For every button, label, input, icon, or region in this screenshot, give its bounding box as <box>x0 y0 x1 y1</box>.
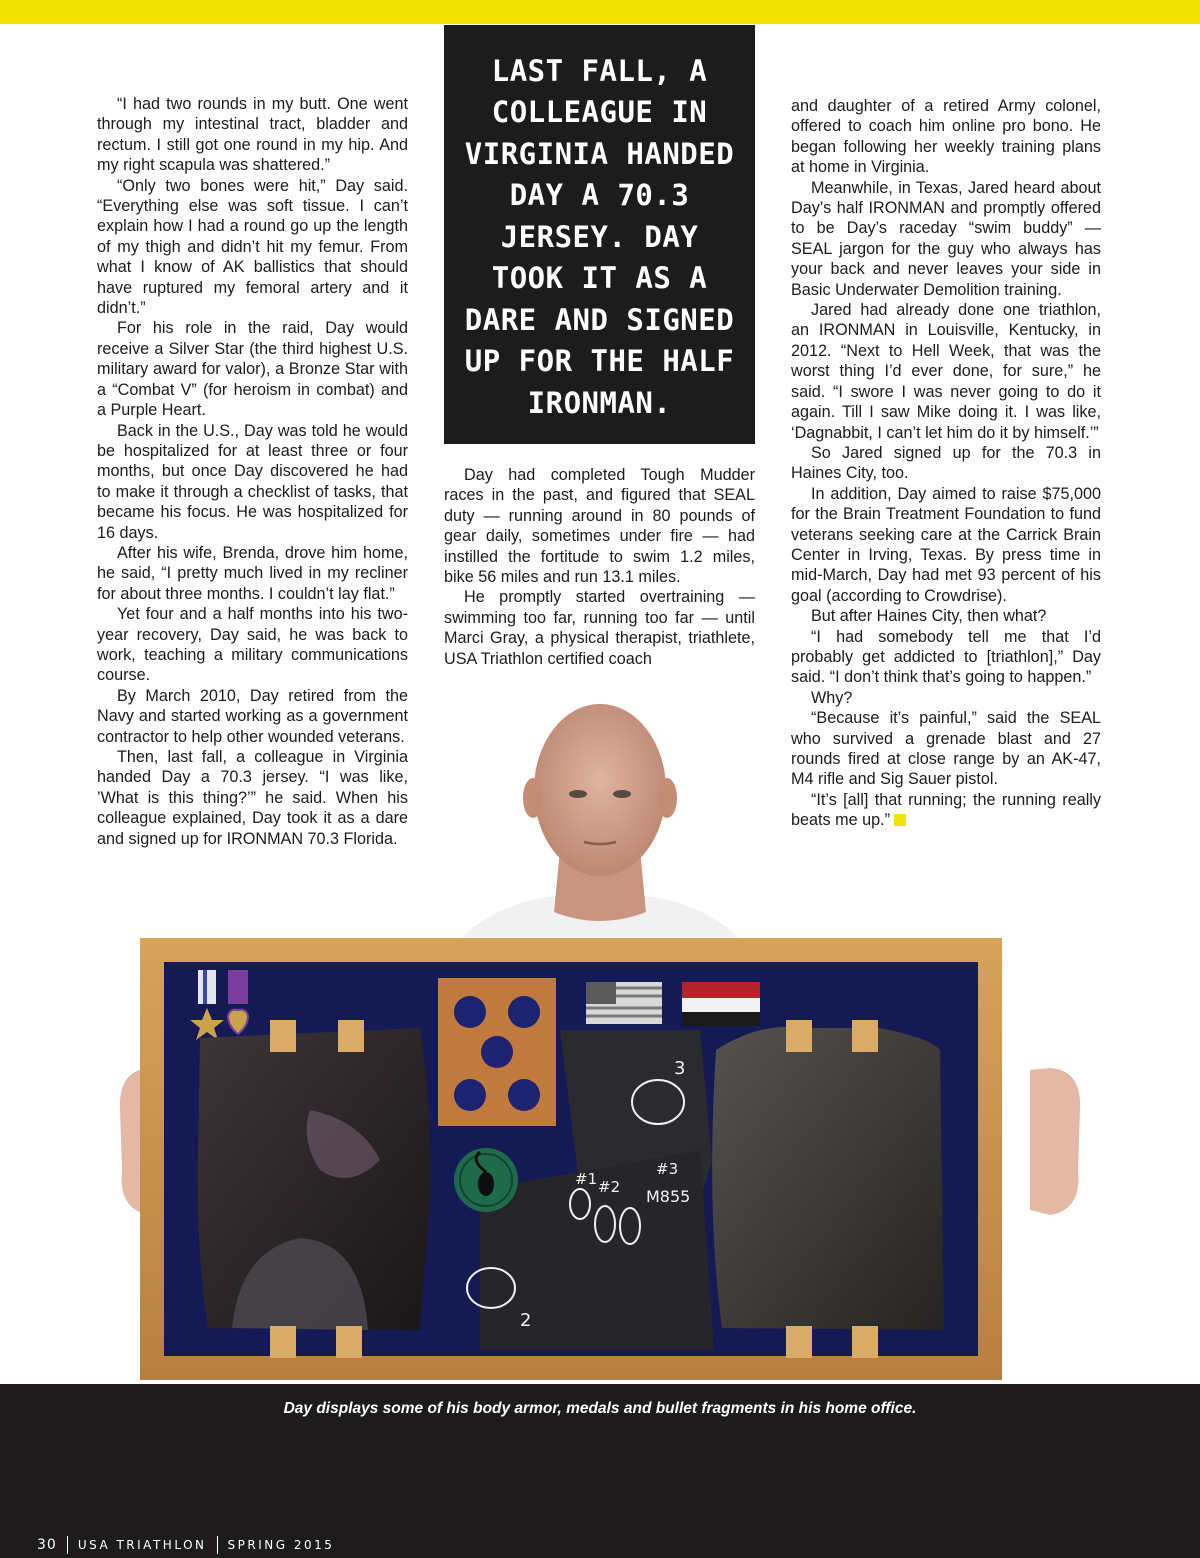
paragraph: After his wife, Brenda, drove him home, he said, “I pretty much lived in my recliner for about three months. I couldn’t lay flat.” <box>97 543 408 603</box>
closing-quote-text: “It’s [all] that running; the running really beats me up.” <box>791 790 1101 830</box>
pull-quote-text: LAST FALL, A COLLEAGUE IN VIRGINIA HANDED DAY A 70.3 JERSEY. DAY TOOK IT AS A DARE AND SIGNED UP FOR THE HALF IRONMAN. <box>464 53 735 420</box>
paragraph: Meanwhile, in Texas, Jared heard about Day’s half IRONMAN and promptly offered to be Day’s raceday “swim buddy” — SEAL jargon for the guy who always has your back and never leaves your side in Basic Underwater Demolition training. <box>791 178 1101 299</box>
scorpion-patch <box>454 1148 518 1212</box>
paragraph: For his role in the raid, Day would receive a Silver Star (the third highest U.S. military award for valor), a Bronze Star with a “Combat V” (for heroism in combat) and a Purple Heart. <box>97 319 408 420</box>
pull-quote-box <box>444 25 755 444</box>
bullet-fragments-board <box>438 978 556 1126</box>
footer-divider <box>217 1536 218 1554</box>
paragraph: He promptly started overtraining — swimming too far, running too far — until Marci Gray, a physical therapist, triathlete, USA Triathlon certified coach <box>444 588 755 668</box>
paragraph: Why? <box>811 688 853 707</box>
iraqi-flag-patch <box>682 982 760 1026</box>
paragraph: Jared had already done one triathlon, an IRONMAN in Louisville, Kentucky, in 2012. “Next to Hell Week, that was the worst thing I’d ever done, for sure,” he said. “I swore I was never going to do it again. Till I saw Mike doing it. I was like, ‘Dagnabbit, I can’t let him do it by himself.’” <box>791 301 1101 442</box>
paragraph: Yet four and a half months into his two-year recovery, Day said, he was back to work, teaching a military communications course. <box>97 605 408 685</box>
paragraph: In addition, Day aimed to raise $75,000 for the Brain Treatment Foundation to fund veterans seeking care at the Carrick Brain Center in Irving, Texas. By press time in mid-March, Day had met 93 percent of his goal (according to Crowdrise). <box>791 484 1101 605</box>
paragraph: But after Haines City, then what? <box>811 607 1047 626</box>
mark-2-bottom: 2 <box>520 1310 532 1331</box>
photo-caption: Day displays some of his body armor, medals and bullet fragments in his home office. <box>283 1400 917 1417</box>
mark-m855: M855 <box>646 1187 691 1206</box>
paragraph: Then, last fall, a colleague in Virginia handed Day a 70.3 jersey. “I was like, ’What is this thing?’” he said. When his colleague explained, Day took it as a dare and signed up for IRONMAN 70.3 Florida. <box>97 748 408 848</box>
mark-3: #3 <box>656 1160 679 1178</box>
paragraph: “I had two rounds in my butt. One went through my intestinal tract, bladder and rectum. I still got one round in my hip. And my right scapula was shattered.” <box>97 95 408 175</box>
magazine-name: USA TRIATHLON <box>77 1538 207 1552</box>
mark-2: #2 <box>598 1178 621 1196</box>
right-armor-plate <box>712 1027 944 1330</box>
paragraph: Day had completed Tough Mudder races in the past, and figured that SEAL duty — running around in 80 pounds of gear daily, sometimes under fire — had instilled the fortitude to swim 1.2 miles, bike 56 miles and run 13.1 miles. <box>444 466 755 587</box>
paragraph: “Because it’s painful,” said the SEAL who survived a grenade blast and 27 rounds fired at close range by an AK-47, M4 rifle and Sig Sauer pistol. <box>791 709 1101 789</box>
paragraph: By March 2010, Day retired from the Navy and started working as a government contractor to help other wounded veterans. <box>97 686 408 746</box>
paragraph: “Only two bones were hit,” Day said. “Everything else was soft tissue. I can’t explain how I had a round go up the length of my thigh and didn’t hit my femur. From what I know of AK ballistics that should have ruptured my femoral artery and it didn’t.” <box>97 176 408 318</box>
footer-divider <box>67 1536 68 1554</box>
paragraph: “I had somebody tell me that I’d probably get addicted to [triathlon],” Day said. “I don’t think that’s going to happen.” <box>791 627 1101 687</box>
paragraph: So Jared signed up for the 70.3 in Haines City, too. <box>791 443 1101 483</box>
mark-3-top: 3 <box>674 1058 686 1079</box>
paragraph: Back in the U.S., Day was told he would be hospitalized for at least three or four months, but once Day discovered he had to make it through a checklist of tasks, that became his focus. He was hospitalized for 16 days. <box>97 421 408 542</box>
photo-man-holding-shadow-box <box>0 690 1200 1390</box>
page-footer <box>37 1536 334 1554</box>
us-flag-patch <box>586 982 662 1024</box>
paragraph: and daughter of a retired Army colonel, offered to coach him online pro bono. He began following her weekly training plans at home in Virginia. <box>791 97 1101 177</box>
issue-name: SPRING 2015 <box>227 1538 335 1552</box>
article-column-2 <box>444 465 755 669</box>
top-accent-bar <box>0 0 1200 24</box>
page-number: 30 <box>37 1537 57 1553</box>
man-figure <box>440 704 760 960</box>
mark-1: #1 <box>575 1170 598 1188</box>
